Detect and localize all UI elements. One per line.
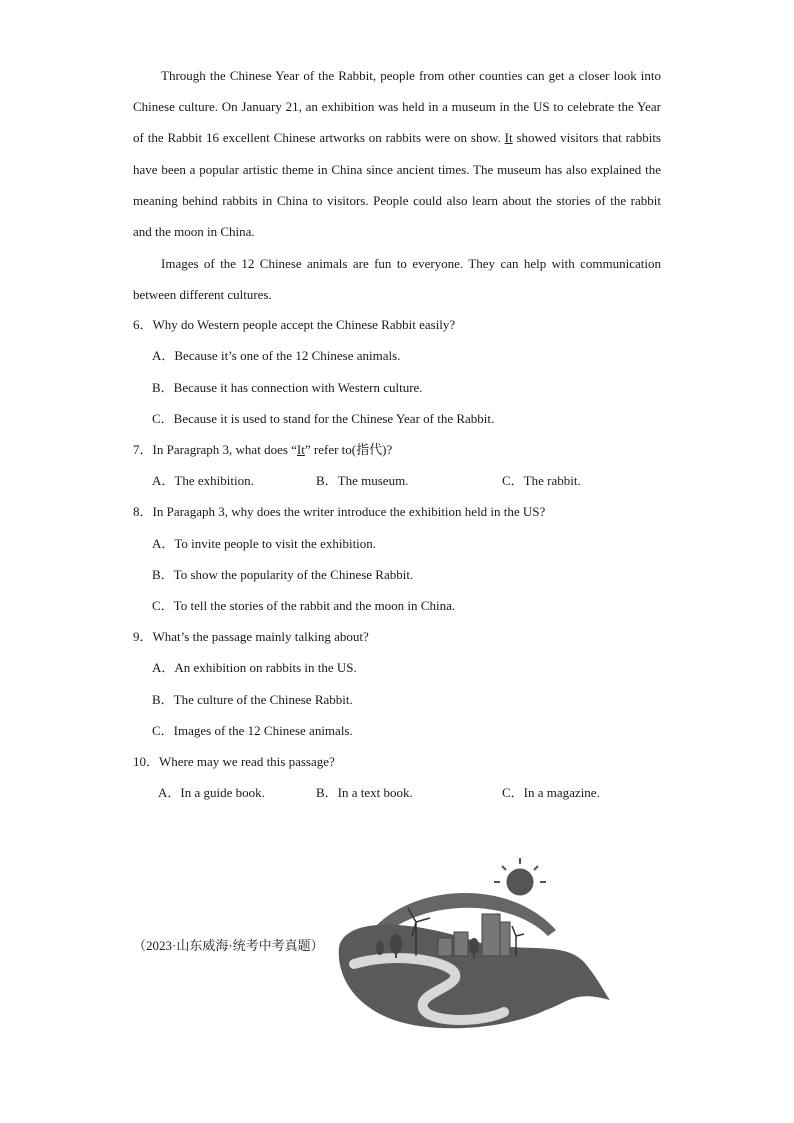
passage-paragraph-2: Images of the 12 Chinese animals are fun to everyone. They can help with communication between different cultures. (133, 256, 661, 303)
option-text: In a guide book. (180, 785, 265, 800)
question-8-stem (133, 504, 545, 520)
passage-paragraph-1 (133, 60, 661, 247)
option-letter: A． (152, 473, 175, 488)
option-text: The culture of the Chinese Rabbit. (173, 692, 353, 707)
source-caption: （2023·山东威海·统考中考真题） (133, 938, 324, 953)
option-text: Because it is used to stand for the Chinese Year of the Rabbit. (173, 411, 495, 426)
passage-p1-part-a: Through the Chinese Year of the Rabbit, people from other counties can get a closer look into Chinese culture. On January 21, an exhibition was held in a museum in the US to celebrate the Year of the Rabbit 16 excellent Chinese artworks on rabbits were on show. (133, 68, 661, 146)
option-text: The museum. (337, 473, 409, 488)
option-letter: B． (152, 567, 174, 582)
option-letter: A． (152, 536, 175, 551)
option-letter: C． (502, 785, 524, 800)
underlined-it: It (504, 130, 513, 146)
q9-option-c (152, 723, 353, 739)
question-10-stem (133, 754, 335, 770)
option-text: To show the popularity of the Chinese Rabbit. (173, 567, 414, 582)
question-6-stem (133, 317, 455, 333)
q7-option-a (152, 473, 254, 489)
option-text: In a magazine. (523, 785, 600, 800)
option-letter: C． (502, 473, 524, 488)
option-text: Images of the 12 Chinese animals. (173, 723, 353, 738)
question-number: 10． (133, 754, 160, 769)
q7-option-c (502, 473, 581, 489)
option-letter: A． (152, 660, 175, 675)
q8-option-b (152, 567, 413, 583)
underlined-it: It (296, 442, 305, 457)
question-number: 8． (133, 504, 153, 519)
option-letter: A． (158, 785, 181, 800)
q8-option-a (152, 536, 376, 552)
option-letter: B． (152, 380, 174, 395)
option-letter: B． (152, 692, 174, 707)
option-text: The exhibition. (174, 473, 254, 488)
option-letter: C． (152, 723, 174, 738)
option-text: To invite people to visit the exhibition. (174, 536, 377, 551)
option-text: In a text book. (337, 785, 413, 800)
option-text: To tell the stories of the rabbit and the moon in China. (173, 598, 456, 613)
sun-icon (494, 858, 546, 895)
question-9-stem (133, 629, 369, 645)
q7-option-b (316, 473, 408, 489)
option-letter: B． (316, 785, 338, 800)
eco-landscape-illustration (334, 852, 610, 1034)
option-letter: A． (152, 348, 175, 363)
q10-option-b (316, 785, 413, 801)
q6-option-c (152, 411, 494, 427)
option-letter: C． (152, 598, 174, 613)
question-number: 7． (133, 442, 153, 457)
question-text: What’s the passage mainly talking about? (152, 629, 369, 644)
question-text: In Paragaph 3, why does the writer introduce the exhibition held in the US? (152, 504, 546, 519)
option-letter: B． (316, 473, 338, 488)
q10-option-a (158, 785, 265, 801)
option-text: An exhibition on rabbits in the US. (174, 660, 357, 675)
question-number: 6． (133, 317, 153, 332)
option-text: Because it’s one of the 12 Chinese animals. (174, 348, 401, 363)
q8-option-c (152, 598, 455, 614)
question-text-a: In Paragraph 3, what does “ (152, 442, 297, 457)
question-text-b: ” refer to(指代)? (304, 442, 393, 457)
q6-option-b (152, 380, 423, 396)
question-text: Why do Western people accept the Chinese Rabbit easily? (152, 317, 456, 332)
q9-option-a (152, 660, 357, 676)
passage-p1-part-b: showed visitors that rabbits have been a popular artistic theme in China since ancient times. The museum has also explained the meaning behind rabbits in China to visitors. People could also learn about the stories of the rabbit and the moon in China. (133, 130, 661, 240)
option-text: Because it has connection with Western culture. (173, 380, 423, 395)
question-7-stem (133, 442, 392, 458)
option-text: The rabbit. (523, 473, 581, 488)
q6-option-a (152, 348, 400, 364)
q10-option-c (502, 785, 600, 801)
option-letter: C． (152, 411, 174, 426)
question-number: 9． (133, 629, 153, 644)
question-text: Where may we read this passage? (159, 754, 335, 769)
q9-option-b (152, 692, 353, 708)
